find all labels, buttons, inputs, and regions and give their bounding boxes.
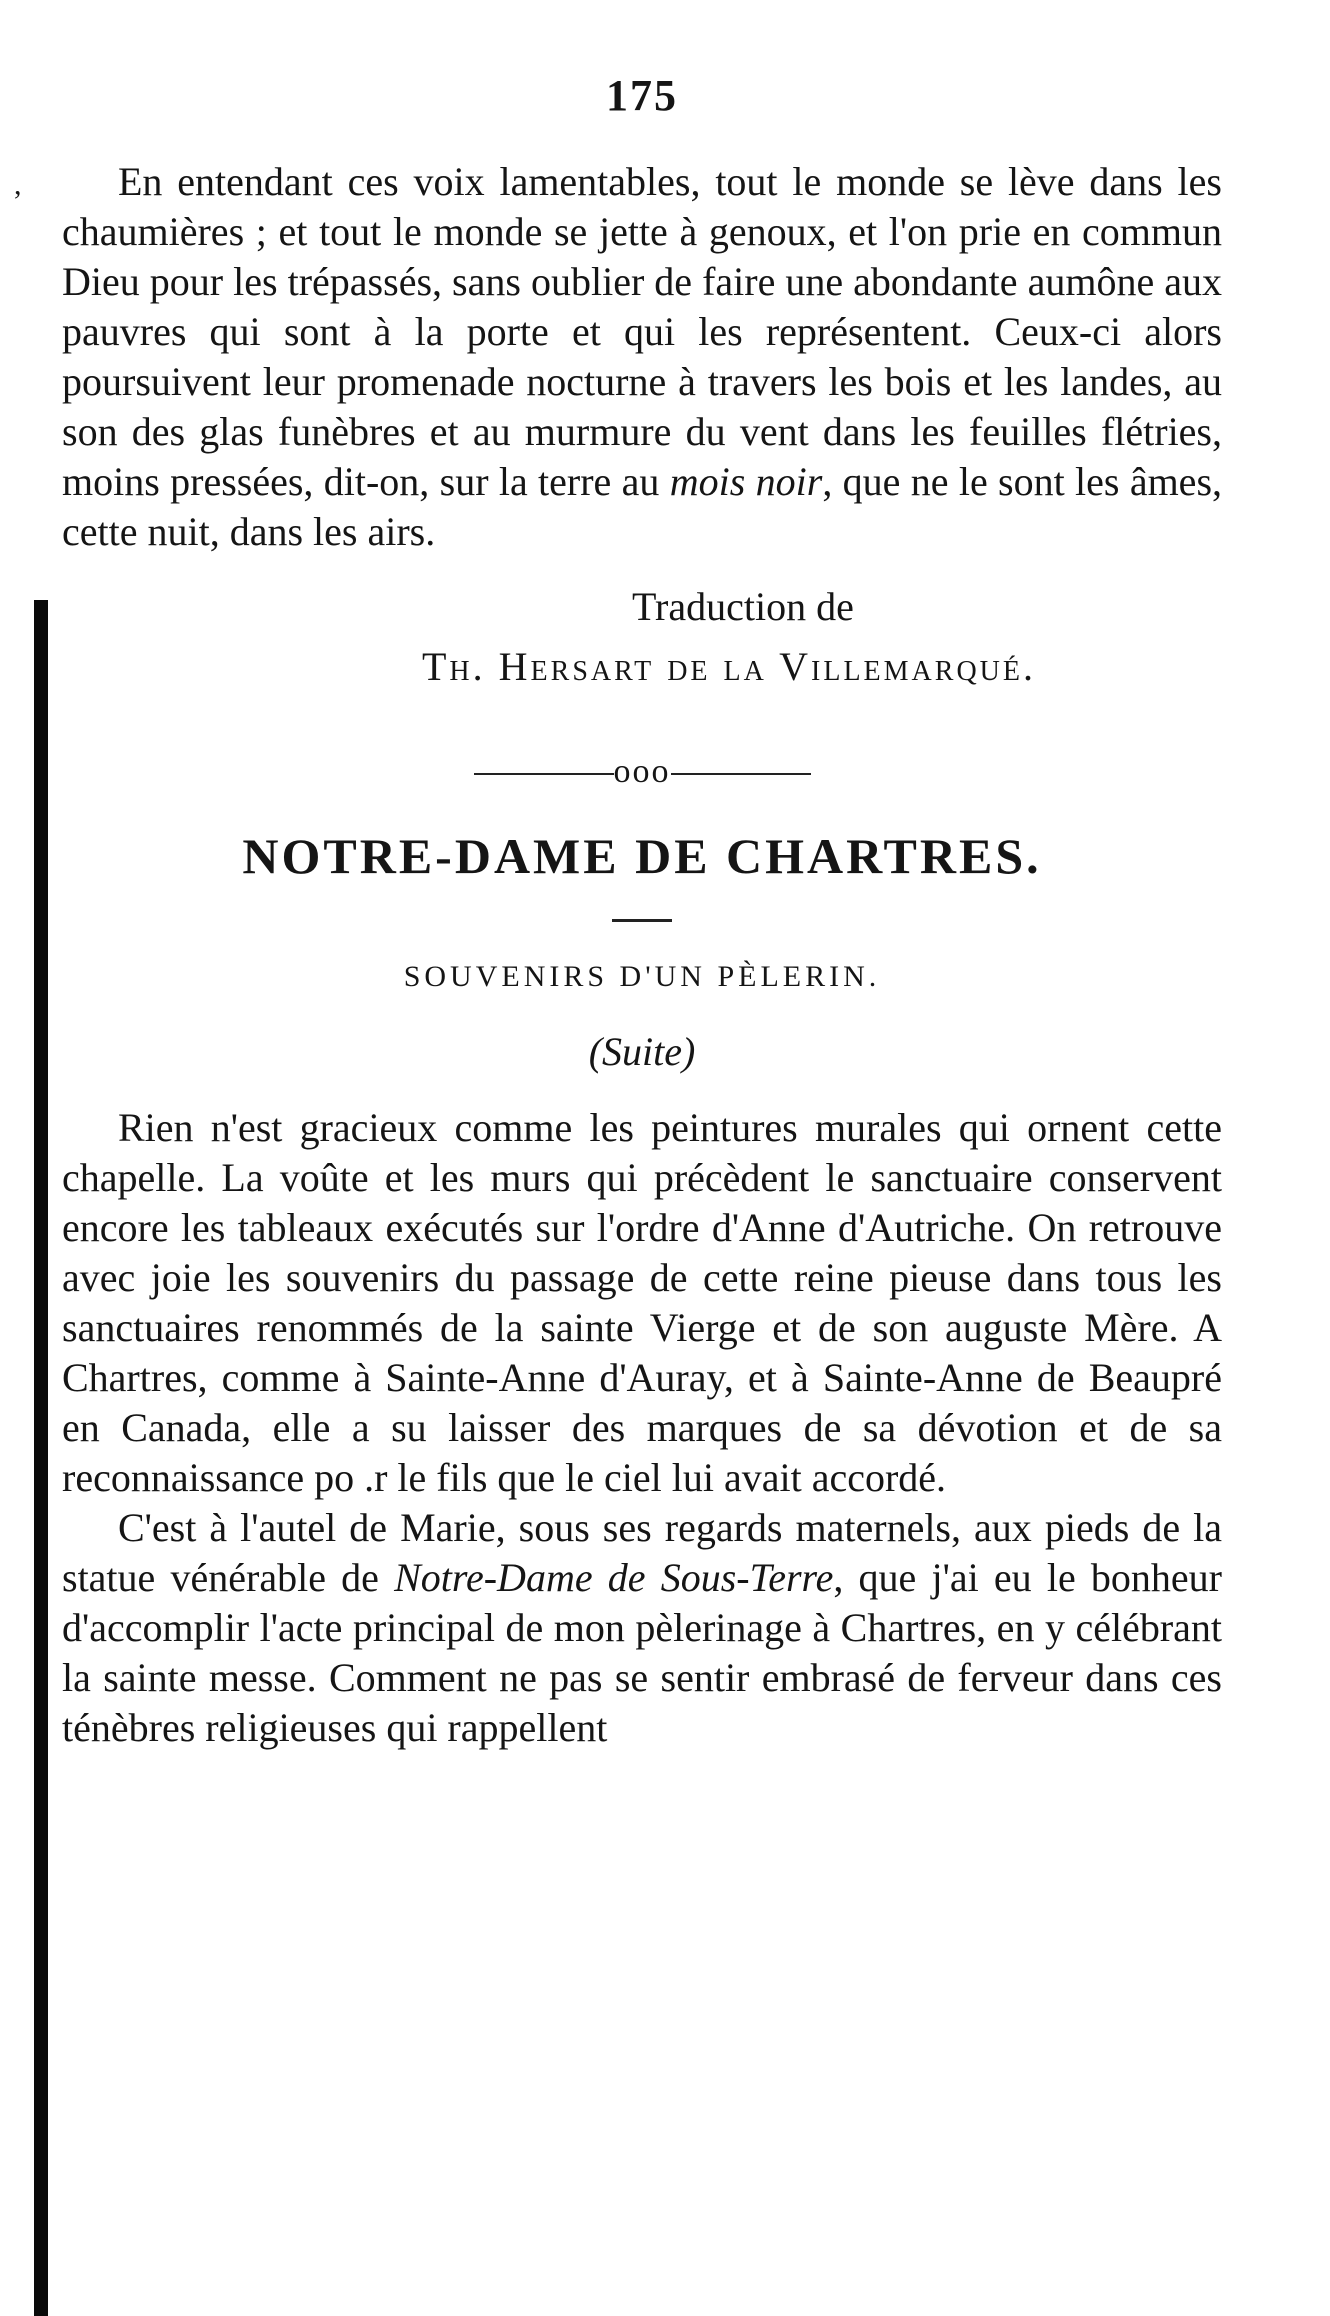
italic-phrase: mois noir	[669, 459, 823, 504]
italic-phrase: Notre-Dame de Sous-Terre	[394, 1555, 834, 1600]
paragraph-autel	[62, 1503, 1222, 1753]
paragraph-peintures: Rien n'est gracieux comme les peintures murales qui ornent cette chapelle. La voûte et les murs qui précèdent le sanctuaire conservent encore les tableaux exécutés sur l'ordre d'Anne d'Autriche. On retrouve avec joie les souvenirs du passage de cette reine pieuse dans tous les sanctuaires renommés de la sainte Vierge et de son auguste Mère. A Chartres, comme à Sainte-Anne d'Auray, et à Sainte-Anne de Beaupré en Canada, elle a su laisser des marques de sa dévotion et de sa reconnaissance po .r le fils que le ciel lui avait accordé.	[62, 1105, 1222, 1500]
paragraph-text: , que j'ai eu le bonheur d'accomplir l'acte principal de mon pèlerinage à Chartres, en y célébrant la sainte messe. Comment ne pas se sentir embrasé de ferveur dans ces ténèbres religieuses qui rappellent	[62, 1555, 1222, 1750]
margin-mark: ,	[14, 168, 22, 201]
paragraph-text: En entendant ces voix lamentables, tout le monde se lève dans les chaumières ; et tout le monde se jette à genoux, et l'on prie en commun Dieu pour les trépassés, sans oublier de faire une abondante aumône aux pauvres qui sont à la porte et qui les représentent. Ceux-ci alors poursuivent leur promenade nocturne à travers les bois et les landes, au son des glas funèbres et au murmure du vent dans les feuilles flétries, moins pressées, dit-on, sur la terre au	[62, 159, 1222, 504]
book-page	[62, 60, 1222, 1753]
translation-credit	[62, 577, 1222, 697]
page-number: 175	[606, 71, 678, 120]
continuation-note: (Suite)	[588, 1029, 696, 1074]
article-subtitle: SOUVENIRS D'UN PÈLERIN.	[403, 960, 881, 993]
separator-rule-left	[474, 773, 614, 775]
page-binding-edge	[34, 600, 48, 2316]
credit-label: Traduction de	[632, 584, 854, 629]
separator-rule-right	[671, 773, 811, 775]
title-rule	[612, 919, 672, 922]
paragraph-text: , que ne le sont les âmes, cette nuit, dans les airs.	[62, 459, 1223, 554]
credit-author: Th. Hersart de la Villemarqué.	[422, 644, 1036, 689]
separator-ornament: ooo	[613, 753, 671, 790]
section-separator	[62, 753, 1222, 791]
article-title: NOTRE-DAME DE CHARTRES.	[242, 828, 1042, 884]
paragraph-trepasses	[62, 157, 1222, 557]
paragraph-text: C'est à l'autel de Marie, sous ses regards maternels, aux pieds de la statue vénérable de	[62, 1505, 1222, 1600]
